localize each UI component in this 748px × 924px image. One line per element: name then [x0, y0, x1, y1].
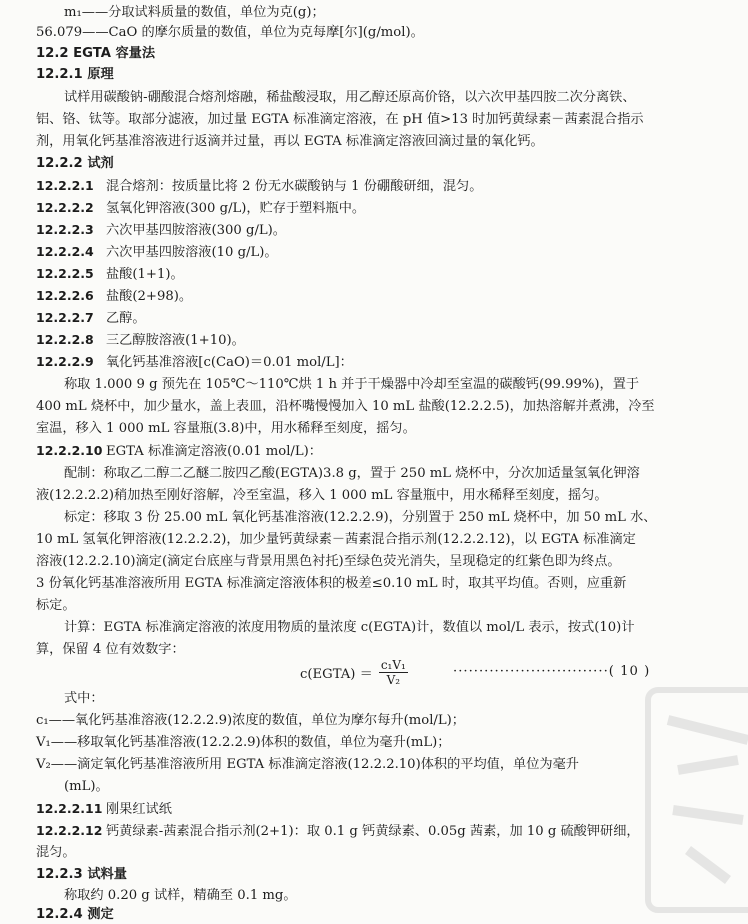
egta-prep-1: 配制：称取乙二醇二乙醚二胺四乙酸(EGTA)3.8 g，置于 250 mL 烧杯中，分次加适量氢氧化钾溶: [64, 466, 640, 481]
reagent-12-2-2-5: [36, 265, 184, 284]
clause-number: 12.2.2.1: [36, 178, 94, 193]
clause-text: 乙醇。: [106, 311, 146, 326]
clause-number: 12.2.2.12: [36, 823, 103, 838]
where-label: 式中：: [64, 691, 104, 706]
var-def-v1: V₁——移取氧化钙基准溶液(12.2.2.9)体积的数值，单位为毫升(mL)；: [36, 735, 451, 750]
heading-12-2-1: 12.2.1 原理: [36, 67, 114, 82]
heading-12-2-3: 12.2.3 试料量: [36, 867, 127, 882]
clause-text: 盐酸(1+1)。: [106, 267, 184, 282]
calibration-5: 标定。: [36, 598, 76, 613]
calibration-3: 溶液(12.2.2.10)滴定(滴定台底座与背景用黑色衬托)至绿色荧光消失，呈现稳定的红紫色即为终点。: [36, 554, 621, 569]
clause-text: 六次甲基四胺溶液(300 g/L)。: [106, 223, 286, 238]
clause-number: 12.2.2.11: [36, 801, 103, 816]
formula-fraction: [379, 658, 408, 687]
clause-number: 12.2.2.3: [36, 222, 94, 237]
clause-text: 氧化钙基准溶液[c(CaO)＝0.01 mol/L]：: [106, 355, 353, 370]
calculation-2: 算，保留 4 位有效数字：: [36, 642, 185, 657]
clause-number: 12.2.2.9: [36, 354, 94, 369]
clause-text: 三乙醇胺溶液(1+10)。: [106, 333, 245, 348]
reagent-12-2-2-3: [36, 221, 286, 240]
clause-text: 混合熔剂：按质量比将 2 份无水碳酸钠与 1 份硼酸研细，混匀。: [106, 179, 483, 194]
var-def-c1: c₁——氧化钙基准溶液(12.2.2.9)浓度的数值，单位为摩尔每升(mol/L)；: [36, 713, 465, 728]
clause-number: 12.2.2.7: [36, 310, 94, 325]
clause-text: 钙黄绿素-茜素混合指示剂(2+1)：取 0.1 g 钙黄绿素、0.05g 茜素，加 10 g 硫酸钾研细，: [106, 824, 640, 839]
formula-leader-dots: ······························( 10 ): [453, 664, 651, 679]
calibration-4: 3 份氧化钙基准溶液所用 EGTA 标准滴定溶液体积的极差≤0.10 mL 时，取其平均值。否则，应重新: [36, 576, 627, 591]
clause-number: 12.2.2.6: [36, 288, 94, 303]
var-def-m1: m₁——分取试料质量的数值，单位为克(g)；: [64, 5, 325, 20]
formula-numerator: c₁V₁: [380, 657, 406, 672]
formula-denominator: V₂: [386, 672, 401, 687]
clause-text: 六次甲基四胺溶液(10 g/L)。: [106, 245, 278, 260]
clause-number: 12.2.2.4: [36, 244, 94, 259]
heading-12-2: 12.2 EGTA 容量法: [36, 46, 156, 61]
reagent-12-2-2-2: [36, 199, 365, 218]
cao-prep-2: 400 mL 烧杯中，加少量水，盖上表皿，沿杯嘴慢慢加入 10 mL 盐酸(12.2.2.5)，加热溶解并煮沸，冷至: [36, 399, 655, 414]
reagent-12-2-2-7: [36, 309, 146, 328]
cao-prep-3: 室温，移入 1 000 mL 容量瓶(3.8)中，用水稀释至刻度，摇匀。: [36, 421, 416, 436]
formula-lhs: c(EGTA) ＝: [300, 666, 373, 682]
calibration-2: 10 mL 氢氧化钾溶液(12.2.2.2)，加少量钙黄绿素－茜素混合指示剂(12.2.2.12)，以 EGTA 标准滴定: [36, 532, 636, 547]
sample-amount: 称取约 0.20 g 试样，精确至 0.1 mg。: [64, 888, 297, 903]
reagent-12-2-2-4: [36, 243, 278, 262]
heading-12-2-4: 12.2.4 测定: [36, 907, 114, 922]
principle-text-1: 试样用碳酸钠-硼酸混合熔剂熔融，稀盐酸浸取，用乙醇还原高价铬，以六次甲基四胺二次分离铁、: [64, 90, 636, 105]
clause-number: 12.2.2.8: [36, 332, 94, 347]
formula-10: [300, 652, 408, 692]
var-def-v2-cont: (mL)。: [64, 779, 109, 794]
clause-number: 12.2.2.5: [36, 266, 94, 281]
reagent-12-2-2-10: [36, 442, 322, 461]
clause-number: 12.2.2.10: [36, 443, 103, 458]
reagent-12-2-2-9: [36, 353, 353, 372]
watermark-seal: [638, 680, 748, 920]
clause-text: 盐酸(2+98)。: [106, 289, 193, 304]
var-def-molar-mass: 56.079——CaO 的摩尔质量的数值，单位为克每摩[尔](g/mol)。: [36, 25, 424, 40]
clause-text: 刚果红试纸: [106, 802, 172, 817]
cao-prep-1: 称取 1.000 9 g 预先在 105℃～110℃烘 1 h 并于干燥器中冷却至室温的碳酸钙(99.99%)，置于: [64, 377, 640, 392]
clause-text: 氢氧化钾溶液(300 g/L)，贮存于塑料瓶中。: [106, 201, 366, 216]
clause-number: 12.2.2.2: [36, 200, 94, 215]
calibration-1: 标定：移取 3 份 25.00 mL 氧化钙基准溶液(12.2.2.9)，分别置于 250 mL 烧杯中，加 50 mL 水、: [64, 510, 657, 525]
reagent-12-2-2-8: [36, 331, 245, 350]
var-def-v2: V₂——滴定氧化钙基准溶液所用 EGTA 标准滴定溶液(12.2.2.10)体积的平均值，单位为毫升: [36, 757, 579, 772]
reagent-12-2-2-6: [36, 287, 192, 306]
reagent-12-2-2-1: [36, 177, 482, 196]
heading-12-2-2: 12.2.2 试剂: [36, 156, 114, 171]
formula-number: ( 10 ): [608, 664, 651, 679]
reagent-12-2-2-11: [36, 800, 172, 819]
principle-text-3: 剂，用氧化钙基准溶液进行返滴并过量，再以 EGTA 标准滴定溶液回滴过量的氧化钙。: [36, 134, 544, 149]
calculation-1: 计算：EGTA 标准滴定溶液的浓度用物质的量浓度 c(EGTA)计，数值以 mol/L 表示，按式(10)计: [64, 620, 635, 635]
principle-text-2: 铝、铬、钛等。取部分滤液，加过量 EGTA 标准滴定溶液，在 pH 值>13 时加钙黄绿素－茜素混合指示: [36, 112, 644, 127]
clause-text: EGTA 标准滴定溶液(0.01 mol/L)：: [106, 444, 322, 459]
egta-prep-2: 液(12.2.2.2)稍加热至刚好溶解，冷至室温，移入 1 000 mL 容量瓶中，用水稀释至刻度，摇匀。: [36, 488, 608, 503]
reagent-12-2-2-12: [36, 822, 640, 841]
indicator-cont: 混匀。: [36, 845, 76, 860]
